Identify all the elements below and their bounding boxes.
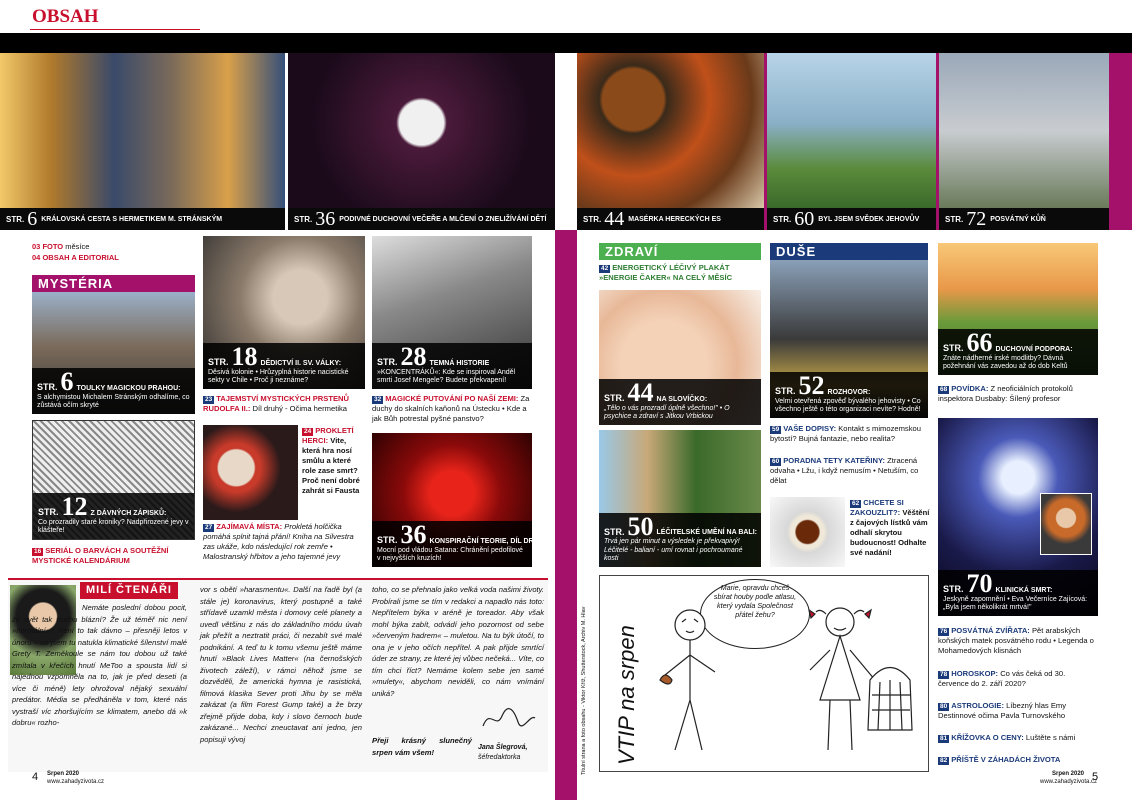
item-label: SERIÁL O BARVÁCH A SOUTĚŽNÍ MYSTICKÉ KALENDÁRIUM: [32, 546, 169, 566]
portrait-inset: [1040, 493, 1092, 555]
card-str: STR.: [37, 382, 58, 393]
header-rule: [30, 29, 200, 30]
card-text: Mocní pod vládou Satana: Chránění pedofilové v nejvyšších kruzích!: [377, 546, 523, 563]
item-label: FOTO: [42, 242, 64, 251]
spine-gap: [555, 53, 577, 230]
item-78: [938, 669, 1098, 689]
page-number: 80: [940, 703, 948, 710]
item-82: [938, 755, 1098, 765]
strip-caption-60: [767, 208, 936, 230]
credits-vertical: Titulní strana a foto obsahu - Viktor Kříž, Shutterstock, Archiv M. Hlav: [581, 606, 587, 775]
editorial-col1: Nemáte poslední dobou pocit, že svět tak trochu blázní? Že už téměř nic není »normální«? Není to tak dávno – přesněji letos v únoru – co jsem tu natukla klimatické šílenství malé Grety T. Zeměkoule se nám tou dobou už také zmítala v křečích hnutí MeToo a spousta lidí si najednou vzpomněla na to, jak je před deseti (a více či méně) lety ohrožoval nějaký sexuální predátor. Média se předháněla v tom, které nás vystraší víc zhoršujícím se klimatem, anebo dá »k dobru« rozho-: [12, 603, 187, 728]
page-number: 62: [852, 500, 860, 507]
item-68: [938, 384, 1098, 404]
strip-caption-72: [939, 208, 1109, 230]
card-str: STR.: [604, 526, 625, 537]
page-title: OBSAH: [32, 6, 99, 27]
intro-item-03: [32, 242, 89, 252]
photo-goat-dinner: [288, 53, 555, 208]
item-label: ENERGETICKÝ LÉČIVÝ PLAKÁT »ENERGIE ČAKER« NA CELÝ MĚSÍC: [599, 263, 733, 283]
editorial-col3: toho, co se přehnalo jako velká voda našimi životy. Probírali jsme se tím v redakci a napadlo nás toto: Nepřítelem býka v aréně je toreador. Aby však mohl býka zabít, odvádí jeho pozornost od sebe »červeným hadrem« – muletou. Na tu býk útočí, to ona je v jeho očích nepřítel. A pak přijde smrtící úder ze strany, ze které jej vůbec nečeká... Víte, co tím chci říct? Nemáme kolem sebe jen samé »muletу«, abychom neviděli, co nám vnímání uniká?: [372, 585, 544, 698]
card-page-number: 12: [61, 492, 88, 522]
top-strip-left: [0, 53, 555, 230]
card-44: [599, 290, 761, 425]
card-caption: [938, 570, 1098, 616]
item-label: POVÍDKA:: [951, 384, 989, 393]
strip-caption-6: [0, 208, 285, 230]
card-title: ROZHOVOR:: [827, 388, 871, 396]
caption-page-number: 72: [966, 208, 987, 230]
card-page-number: 6: [60, 367, 74, 397]
card-12: [32, 420, 195, 540]
item-label: MAGICKÉ PUTOVÁNÍ PO NAŠÍ ZEMI:: [385, 394, 519, 403]
item-text: Prokletá holčička pomáhá splnit tajná přání! Kniha na Silvestra zas ukáže, kdo následující rok zemře • Malostranský hřbitov a jeho tajemné jevy: [203, 522, 354, 562]
item-81: [938, 733, 1098, 743]
card-caption: [203, 343, 365, 389]
item-text: Kontakt s mimozemskou bytostí? Bujná fantazie, nebo realita?: [770, 424, 921, 444]
card-text: Co prozradily staré kroniky? Nadpřirozené jevy v klášteře!: [38, 518, 189, 535]
card-page-number: 70: [966, 569, 993, 599]
card-text: Velmi otevřená zpověď bývalého jehovisty • Co všechno ještě o této organizaci nevíte? Hodně!: [775, 397, 921, 414]
footer-left-url: www.zahadyzivota.cz: [47, 779, 105, 785]
caption-page-number: 60: [794, 208, 815, 230]
item-text: Z neoficiálních protokolů inspektora Dusbaby: Šílený profesor: [938, 384, 1073, 404]
page-number: 60: [772, 458, 780, 465]
card-title: LÉČITELSKÉ UMĚNÍ NA BALI:: [656, 529, 757, 536]
card-50: [599, 430, 761, 567]
card-page-number: 66: [966, 328, 993, 358]
header-black-bar: [0, 33, 1132, 53]
card-caption: [32, 368, 195, 414]
card-title: TOULKY MAGICKOU PRAHOU:: [76, 384, 181, 392]
item-label: PROKLETÍ HERCI:: [302, 426, 354, 446]
signature-name: Jana Šlegrová,: [478, 744, 528, 751]
item-text: Díl druhý - Očima hermetika: [250, 404, 348, 414]
editorial-col2: vor s obětí »harasmentu«. Další na řadě byl (a stále je) koronavirus, který postupně a také střídavě uzamkl města i domovy celé planety a uvedl většinu z nás do základního módu úvah jak přežít a neztratit práci, či nezabít své malé podnikání. A teď tu k tomu všemu ještě máme hnutí »Black Lives Matter« (na černošských životech záleží), v rámci něhož jsme se dozvěděli, že americká hymna je rasistická, filmová klasika Sever proti Jihu by se měla zakázat (a film Forest Gump také) a že brzy zřejmě přijde doba, kdy i slovo černoch bude zakázané... Nechci zneuctavat ani jedno, jen popisuji vývoj: [200, 585, 362, 744]
card-str: STR.: [377, 535, 398, 546]
photo-prague: [0, 53, 285, 208]
cartoon-drawing: [640, 600, 925, 770]
caption-label: MASÉRKA HERECKÝCH ES: [628, 215, 721, 223]
item-76: [938, 626, 1098, 656]
spine-bar: [555, 230, 577, 800]
card-page-number: 18: [231, 342, 258, 372]
item-24: [302, 426, 366, 496]
page-number: 81: [940, 735, 948, 742]
item-16: [32, 546, 195, 566]
photo-white-horse: [939, 53, 1109, 208]
footer-left-month: Srpen 2020: [47, 771, 80, 777]
footer-right-page-number: 5: [1092, 771, 1099, 783]
signature-image: [480, 706, 538, 732]
card-str: STR.: [208, 357, 229, 368]
card-str: STR.: [943, 343, 964, 354]
item-label: HOROSKOP:: [951, 669, 999, 678]
card-6: [32, 292, 195, 414]
card-52: [770, 260, 928, 418]
page-number: 32: [374, 396, 382, 403]
card-text: Trvá jen pár minut a výsledek je překvapivý! Léčitelé - balianí - umí rovnat i pochroumané kosti: [604, 537, 743, 563]
caption-label: BYL JSEM SVĚDEK JEHOVŮV: [818, 215, 920, 223]
card-text: Jeskyně zapomnění • Eva Večerníce Zajícová: „Byla jsem několikrát mrtvá!": [943, 595, 1088, 612]
card-str: STR.: [943, 584, 964, 595]
item-label: ZAJÍMAVÁ MÍSTA:: [216, 522, 283, 531]
page-number: 27: [205, 524, 213, 531]
item-text: Ztracená odvaha • Lžu, i když nemusím • Netuším, co dělat: [770, 456, 919, 486]
photo-family: [767, 53, 936, 208]
page-number: 04: [32, 253, 41, 262]
caption-page-number: 44: [604, 208, 625, 230]
card-caption: [599, 513, 761, 567]
section-mysteria: MYSTÉRIA: [32, 275, 195, 292]
item-label: TAJEMSTVÍ MYSTICKÝCH PRSTENŮ RUDOLFA II.:: [203, 394, 349, 414]
page-number: 78: [940, 671, 948, 678]
item-59: [770, 424, 928, 444]
strip-caption-36: [288, 208, 555, 230]
card-page-number: 52: [798, 371, 825, 401]
item-label: POSVÁTNÁ ZVÍŘATA:: [951, 626, 1030, 635]
card-str: STR.: [775, 386, 796, 397]
vtip-label: VTIP na srpen: [614, 625, 639, 765]
card-page-number: 36: [400, 520, 427, 550]
card-text: Děsivá kolonie • Hrůzyplná historie nacistické sekty v Chile • Proč ji neznáme?: [208, 368, 349, 385]
item-23: [203, 394, 365, 414]
item-label: OBSAH A EDITORIAL: [42, 253, 119, 262]
item-label: ASTROLOGIE:: [951, 701, 1004, 710]
caption-str: STR.: [6, 214, 25, 224]
footer-right-url: www.zahadyzivota.cz: [1040, 779, 1098, 785]
top-strip-right: [577, 53, 1132, 230]
card-title: DĚDICTVÍ II. SV. VÁLKY:: [260, 359, 342, 367]
card-28: [372, 236, 532, 389]
card-70: [938, 418, 1098, 616]
caption-label: POSVÁTNÝ KŮŇ: [990, 215, 1046, 223]
card-title: Z DÁVNÝCH ZÁPISKŮ:: [90, 509, 167, 517]
card-str: STR.: [38, 507, 59, 518]
page-number: 76: [940, 628, 948, 635]
item-text: Co vás čeká od 30. července do 2. září 2020?: [938, 669, 1066, 689]
item-text: Za duchy do skalních kaňonů na Ústecku • Kde a jak Bůh potrestal pyšné panstvo?: [372, 394, 530, 424]
editorial-closing: Přeji krásný slunečný srpen vám všem!: [372, 736, 472, 757]
page-number: 82: [940, 757, 948, 764]
card-18: [203, 236, 365, 389]
card-66: [938, 243, 1098, 375]
page-number: 23: [205, 396, 213, 403]
card-text: S alchymistou Michalem Stránským odhalíme, co zůstává očím skryté: [37, 393, 190, 410]
footer-left-page-number: 4: [32, 771, 39, 783]
page-number: 59: [772, 426, 780, 433]
item-text: Vite, která hra nosí smůlu a které role zase smrt? Proč není dobré zahrát si Fausta: [302, 436, 360, 495]
card-text: „Tělo o vás prozradí úplně všechno!" • O psychice a zdraví s Jitkou Vrbickou: [604, 404, 730, 421]
card-page-number: 44: [627, 378, 654, 408]
page-number: 16: [34, 548, 42, 555]
card-caption: [599, 379, 761, 425]
item-text: Pět arabských koňských matek posvátného rodu • Legenda o Mohamedových klisnách: [938, 626, 1094, 656]
caption-label: KRÁLOVSKÁ CESTA S HERMETIKEM M. STRÁNSKÝM: [41, 215, 223, 223]
editorial-heading: MILÍ ČTENÁŘI: [80, 582, 178, 599]
item-label: PŘÍŠTĚ V ZÁHADÁCH ŽIVOTA: [951, 755, 1061, 764]
caption-label: PODIVNÉ DUCHOVNÍ VEČEŘE A MLČENÍ O ZNELIŽÍVÁNÍ DĚTÍ: [339, 215, 547, 223]
section-zdravi: ZDRAVÍ: [599, 243, 761, 260]
item-label: CHCETE SI ZAKOUZLIT?:: [850, 498, 904, 518]
page-number: 24: [304, 428, 312, 435]
item-text: Luštěte s námi: [1023, 733, 1076, 742]
speech-bubble-text: Marie, opravdu chceš sbírat houby podle atlasu, který vydala Společnost přátel žehu?: [713, 583, 797, 619]
caption-page-number: 6: [27, 208, 38, 230]
page-number: 03: [32, 242, 41, 251]
page-number: 68: [940, 386, 948, 393]
card-title: KLINICKÁ SMRT:: [995, 586, 1053, 594]
card-caption: [770, 372, 928, 418]
section-duse: DUŠE: [770, 243, 928, 260]
caption-str: STR.: [773, 214, 792, 224]
card-caption: [372, 343, 532, 389]
item-42: [599, 263, 761, 283]
page-number: 42: [601, 265, 609, 272]
signature-role: šéfredaktorka: [478, 754, 521, 761]
item-27: [203, 522, 365, 562]
card-str: STR.: [377, 357, 398, 368]
item-label: PORADNA TETY KATEŘINY:: [783, 456, 886, 465]
photo-masks: [203, 425, 298, 520]
item-label: VAŠE DOPISY:: [783, 424, 837, 433]
photo-tea-cup: [770, 497, 845, 567]
item-label: KŘÍŽOVKA O CENY:: [951, 733, 1024, 742]
photo-herbs: [577, 53, 764, 208]
item-text: Věštění z čajových lístků vám odhalí skrytou budoucnost! Odhalte své nadání!: [850, 508, 930, 557]
item-text: Líbezný hlas Emy Destinnové očima Pavla Turnovského: [938, 701, 1067, 721]
item-32: [372, 394, 532, 424]
item-80: [938, 701, 1098, 721]
card-title: TEMNÁ HISTORIE: [429, 359, 490, 367]
card-text: Znáte nádherné irské modlitby? Dávná požehnání vás zavedou až do dob Keltů: [943, 354, 1068, 371]
card-str: STR.: [604, 393, 625, 404]
card-36: [372, 433, 551, 567]
card-title: KONSPIRAČNÍ TEORIE, DÍL DRUHÝ:: [429, 537, 551, 545]
footer-right-month: Srpen 2020: [1052, 771, 1085, 777]
card-caption: [372, 520, 551, 567]
item-text: měsíce: [63, 242, 90, 251]
item-62: [850, 498, 930, 558]
card-caption: [938, 329, 1098, 375]
card-title: NA SLOVÍČKO:: [656, 395, 708, 403]
strip-caption-44: [577, 208, 764, 230]
card-caption: [33, 493, 194, 539]
card-title: DUCHOVNÍ PODPORA:: [995, 345, 1073, 353]
caption-str: STR.: [583, 214, 602, 224]
card-page-number: 50: [627, 511, 654, 541]
card-text: »KONCENTRÁKŮ«: Kde se inspiroval Anděl smrti Josef Mengele? Budete překvapení!: [377, 368, 516, 385]
caption-str: STR.: [945, 214, 964, 224]
card-page-number: 28: [400, 342, 427, 372]
intro-item-04: [32, 253, 119, 263]
caption-str: STR.: [294, 214, 313, 224]
caption-page-number: 36: [315, 208, 336, 230]
item-60: [770, 456, 928, 486]
